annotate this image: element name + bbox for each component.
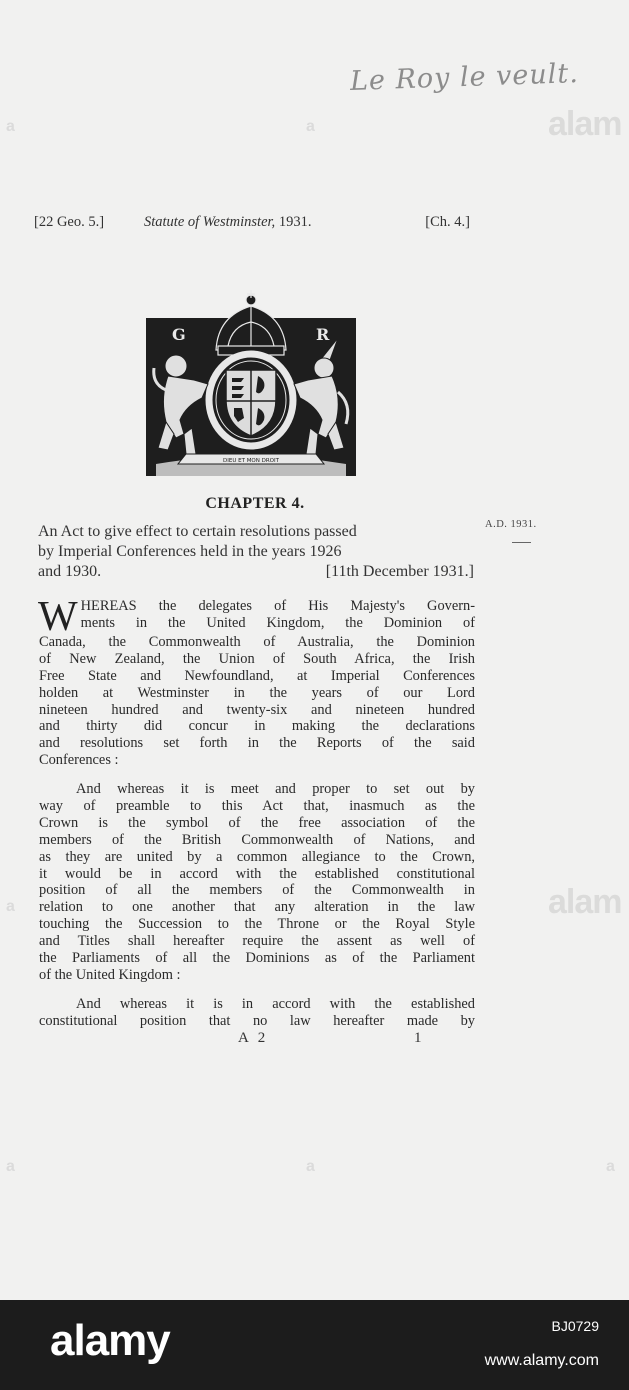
watermark-mark: a bbox=[6, 118, 15, 135]
text-line: way of preamble to this Act that, inasmuch as the bbox=[39, 798, 475, 815]
text-line: ments in the United Kingdom, the Dominion of bbox=[80, 614, 475, 631]
text-line: Conferences : bbox=[39, 752, 119, 769]
assent-date: [11th December 1931.] bbox=[325, 563, 474, 580]
text-line: and resolutions set forth in the Reports of the said bbox=[39, 735, 475, 752]
statute-name bbox=[144, 214, 311, 231]
stock-image-id: BJ0729 bbox=[551, 1318, 599, 1334]
watermark-mark: a bbox=[6, 898, 15, 915]
text-line: the Parliaments of all the Dominions as of the Parliament bbox=[39, 950, 475, 967]
text-line: position of all the members of the Commonwealth in bbox=[39, 882, 475, 899]
text-line: And whereas it is in accord with the established bbox=[76, 995, 475, 1012]
chapter-heading: CHAPTER 4. bbox=[205, 495, 305, 512]
title-line-last bbox=[38, 562, 474, 582]
text-line: relation to one another that any alteration in the law bbox=[39, 899, 475, 916]
statute-title: Statute of Westminster, bbox=[144, 214, 276, 230]
preamble-para-1 bbox=[38, 594, 475, 769]
regnal-year: [22 Geo. 5.] bbox=[34, 214, 105, 230]
stock-url: www.alamy.com bbox=[484, 1352, 599, 1369]
margin-rule bbox=[512, 542, 531, 543]
text-line: touching the Succession to the Throne or the Royal Style bbox=[39, 916, 475, 933]
stock-logo: alamy bbox=[50, 1316, 170, 1365]
text-line: members of the British Commonwealth of Nations, and bbox=[39, 831, 475, 848]
preamble bbox=[38, 594, 475, 1030]
royal-assent-signature: Le Roy le veult. bbox=[349, 58, 580, 97]
watermark: alam bbox=[548, 105, 622, 143]
title-line: and 1930. bbox=[38, 563, 102, 580]
chapter-ref: [Ch. 4.] bbox=[425, 214, 470, 230]
statute-year: 1931. bbox=[278, 214, 312, 230]
watermark-mark: a bbox=[606, 1158, 615, 1175]
margin-note-year: A.D. 1931. bbox=[485, 519, 537, 530]
text-line: Free State and Newfoundland, at Imperial Conferences bbox=[39, 667, 475, 684]
preamble-para-2 bbox=[39, 781, 475, 984]
crest-letter-r: R bbox=[316, 325, 330, 344]
text-line: Canada, the Commonwealth of Australia, the Dominion bbox=[39, 634, 475, 650]
title-line: An Act to give effect to certain resolutions passed bbox=[38, 523, 357, 540]
text-line: Crown is the symbol of the free association of the bbox=[39, 814, 475, 831]
text-line: And whereas it is meet and proper to set out by bbox=[76, 781, 475, 798]
title-line: by Imperial Conferences held in the years 1926 bbox=[38, 543, 342, 560]
text-line: constitutional position that no law hereafter made by bbox=[39, 1012, 475, 1029]
drop-cap: W bbox=[38, 594, 78, 640]
text-line: and thirty did concur in making the declarations bbox=[39, 718, 475, 735]
watermark-mark: a bbox=[6, 1158, 15, 1175]
watermark-mark: a bbox=[306, 118, 315, 135]
text-line: and Titles shall hereafter require the assent as well of bbox=[39, 933, 475, 950]
royal-coat-of-arms-icon bbox=[146, 288, 356, 476]
crest-motto: DIEU ET MON DROIT bbox=[223, 458, 279, 464]
signature-mark: A 2 bbox=[238, 1030, 269, 1046]
text-line: as they are united by a common allegiance to the Crown, bbox=[39, 848, 475, 865]
text-line: HEREAS the delegates of His Majesty's Govern- bbox=[80, 598, 475, 614]
text-line: nineteen hundred and twenty-six and nineteen hundred bbox=[39, 701, 475, 718]
watermark-mark: a bbox=[306, 1158, 315, 1175]
long-title bbox=[38, 522, 474, 582]
text-line: of New Zealand, the Union of South Africa, the Irish bbox=[39, 650, 475, 667]
text-line: holden at Westminster in the years of our Lord bbox=[39, 684, 475, 701]
watermark: alam bbox=[548, 883, 622, 921]
preamble-para-3 bbox=[39, 996, 475, 1030]
page-number: 1 bbox=[414, 1030, 422, 1046]
text-line: of the United Kingdom : bbox=[39, 966, 181, 983]
text-line: it would be in accord with the established constitutional bbox=[39, 865, 475, 882]
crest-letter-g: G bbox=[172, 325, 186, 344]
